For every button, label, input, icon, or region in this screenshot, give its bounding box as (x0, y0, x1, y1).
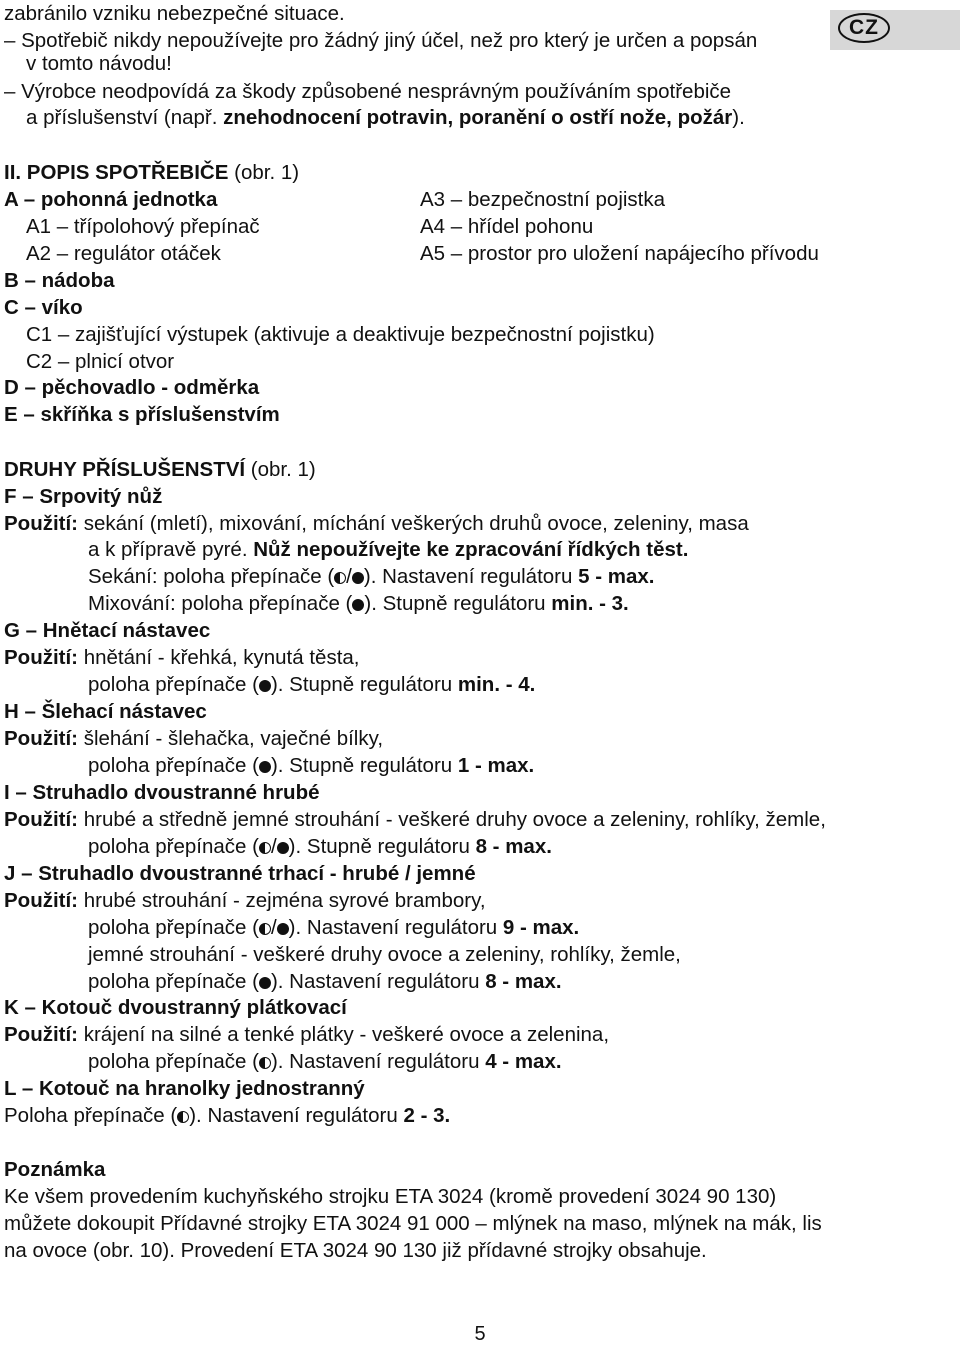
setting-text: ). Stupně regulátoru (270, 673, 458, 696)
intro-line-2: – Spotřebič nikdy nepoužívejte pro žádný jiný účel, než pro který je určen a popsán (4, 29, 758, 52)
part-c: C – víko (4, 296, 83, 319)
filled-circle-icon (277, 842, 289, 854)
accessory-g-use-text: hnětání - křehká, kynutá těsta, (78, 646, 360, 669)
setting-text: Poloha přepínače ( (4, 1104, 178, 1127)
setting-value: 8 - max. (475, 835, 552, 858)
intro-line-1: zabránilo vzniku nebezpečné situace. (4, 2, 345, 25)
setting-text: ). Stupně regulátoru (364, 592, 552, 615)
accessory-j-title: J – Struhadlo dvoustranné trhací - hrubé / jemné (4, 862, 476, 885)
part-e: E – skříňka s příslušenstvím (4, 403, 280, 426)
accessory-g-title: G – Hnětací nástavec (4, 619, 211, 642)
setting-text: ). Stupně regulátoru (288, 835, 476, 858)
accessory-f-line-2-text: a k přípravě pyré. (88, 538, 254, 561)
filled-circle-icon (259, 977, 271, 989)
setting-value: 2 - 3. (403, 1104, 451, 1127)
accessory-i-line-2 (88, 833, 552, 860)
setting-value: min. - 4. (457, 673, 536, 696)
setting-text: ). Nastavení regulátoru (270, 970, 486, 993)
setting-text: poloha přepínače ( (88, 835, 259, 858)
setting-value: 5 - max. (578, 565, 655, 588)
accessory-g-line-2 (88, 671, 535, 698)
part-a: A – pohonná jednotka (4, 188, 218, 211)
accessory-k-use (4, 1021, 609, 1048)
setting-text: poloha přepínače ( (88, 754, 259, 777)
accessories-heading-title: DRUHY PŘÍSLUŠENSTVÍ (4, 458, 246, 481)
half-circle-icon (259, 923, 271, 935)
section-heading (4, 159, 299, 186)
use-label: Použití: (4, 1023, 79, 1046)
part-c2: C2 – plnicí otvor (26, 350, 175, 373)
slash-separator: / (270, 835, 277, 858)
setting-text: poloha přepínače ( (88, 970, 259, 993)
part-c1: C1 – zajišťující výstupek (aktivuje a deaktivuje bezpečnostní pojistku) (26, 323, 655, 346)
filled-circle-icon (259, 680, 271, 692)
setting-value: 4 - max. (485, 1050, 562, 1073)
accessory-j-use (4, 887, 486, 914)
accessory-l-line-1 (4, 1102, 450, 1129)
language-code: CZ (838, 13, 890, 43)
accessory-f-line-2 (88, 536, 688, 563)
slash-separator: / (346, 565, 352, 588)
intro-line-5 (26, 104, 745, 131)
page-number: 5 (474, 1323, 486, 1345)
accessories-heading-ref: (obr. 1) (245, 458, 316, 481)
filled-circle-icon (277, 923, 289, 935)
part-a2: A2 – regulátor otáček (26, 242, 221, 265)
half-circle-icon (334, 572, 346, 584)
accessory-l-title: L – Kotouč na hranolky jednostranný (4, 1077, 365, 1100)
accessory-h-title: H – Šlehací nástavec (4, 700, 207, 723)
part-a3: A3 – bezpečnostní pojistka (420, 188, 666, 211)
intro-line-5-bold: znehodnocení potravin, poranění o ostří nože, požár (223, 106, 733, 129)
setting-text: ). Nastavení regulátoru (288, 916, 503, 939)
setting-value: 9 - max. (502, 916, 580, 939)
part-d: D – pěchovadlo - odměrka (4, 376, 260, 399)
setting-text: poloha přepínače ( (88, 916, 259, 939)
setting-text: ). Nastavení regulátoru (189, 1104, 404, 1127)
accessory-h-use-text: šlehání - šlehačka, vaječné bílky, (78, 727, 384, 750)
setting-value: min. - 3. (551, 592, 629, 615)
accessory-i-use (4, 806, 826, 833)
half-circle-icon (177, 1111, 189, 1123)
setting-text: poloha přepínače ( (88, 673, 259, 696)
accessory-k-title: K – Kotouč dvoustranný plátkovací (4, 996, 347, 1019)
accessory-f-line-3 (88, 563, 654, 590)
accessory-j-use-text: hrubé strouhání - zejména syrové brambory, (78, 889, 486, 912)
setting-text: poloha přepínače ( (88, 1050, 259, 1073)
part-a5: A5 – prostor pro uložení napájecího přívodu (420, 242, 819, 265)
intro-line-5-start: a příslušenství (např. (26, 106, 224, 129)
part-a4: A4 – hřídel pohonu (420, 215, 594, 238)
intro-line-4: – Výrobce neodpovídá za škody způsobené nesprávným používáním spotřebiče (4, 80, 732, 103)
note-line-1: Ke všem provedením kuchyňského strojku ETA 3024 (kromě provedení 3024 90 130) (4, 1185, 777, 1208)
accessory-f-use-text: sekání (mletí), mixování, míchání veškerých druhů ovoce, zeleniny, masa (78, 512, 749, 535)
use-label: Použití: (4, 512, 79, 535)
language-badge (830, 10, 960, 50)
note-heading: Poznámka (4, 1158, 106, 1181)
part-b: B – nádoba (4, 269, 115, 292)
accessory-j-line-2 (88, 914, 579, 941)
accessory-g-use (4, 644, 359, 671)
use-label: Použití: (4, 889, 79, 912)
use-label: Použití: (4, 808, 79, 831)
setting-text: ). Nastavení regulátoru (363, 565, 579, 588)
accessory-f-title: F – Srpovitý nůž (4, 485, 163, 508)
section-heading-title: II. POPIS SPOTŘEBIČE (4, 161, 229, 184)
accessory-i-title: I – Struhadlo dvoustranné hrubé (4, 781, 320, 804)
setting-text: ). Stupně regulátoru (270, 754, 458, 777)
intro-line-3: v tomto návodu! (26, 52, 172, 75)
accessory-k-line-2 (88, 1048, 562, 1075)
accessory-j-line-3: jemné strouhání - veškeré druhy ovoce a zeleniny, rohlíky, žemle, (88, 943, 681, 966)
setting-value: 8 - max. (485, 970, 562, 993)
accessory-h-use (4, 725, 383, 752)
use-label: Použití: (4, 646, 79, 669)
accessory-f-warning: Nůž nepoužívejte ke zpracování řídkých těst. (253, 538, 689, 561)
accessory-i-use-text: hrubé a středně jemné strouhání - veškeré druhy ovoce a zeleniny, rohlíky, žemle, (78, 808, 826, 831)
note-line-2: můžete dokoupit Přídavné strojky ETA 3024 91 000 – mlýnek na maso, mlýnek na mák, lis (4, 1212, 822, 1235)
filled-circle-icon (352, 572, 364, 584)
accessory-f-use (4, 510, 749, 537)
accessory-k-use-text: krájení na silné a tenké plátky - veškeré ovoce a zelenina, (78, 1023, 610, 1046)
slash-separator: / (270, 916, 277, 939)
setting-value: 1 - max. (457, 754, 535, 777)
setting-text: ). Nastavení regulátoru (270, 1050, 486, 1073)
note-line-3: na ovoce (obr. 10). Provedení ETA 3024 90 130 již přídavné strojky obsahuje. (4, 1239, 707, 1262)
setting-text: Mixování: poloha přepínače ( (88, 592, 353, 615)
accessory-j-line-4 (88, 968, 562, 995)
half-circle-icon (259, 842, 271, 854)
intro-line-5-end: ). (732, 106, 745, 129)
accessory-f-line-4 (88, 590, 629, 617)
use-label: Použití: (4, 727, 79, 750)
section-heading-ref: (obr. 1) (228, 161, 300, 184)
setting-text: Sekání: poloha přepínače ( (88, 565, 335, 588)
filled-circle-icon (259, 761, 271, 773)
accessory-h-line-2 (88, 752, 534, 779)
filled-circle-icon (352, 599, 364, 611)
accessories-heading (4, 456, 316, 483)
part-a1: A1 – třípolohový přepínač (26, 215, 260, 238)
half-circle-icon (259, 1057, 271, 1069)
